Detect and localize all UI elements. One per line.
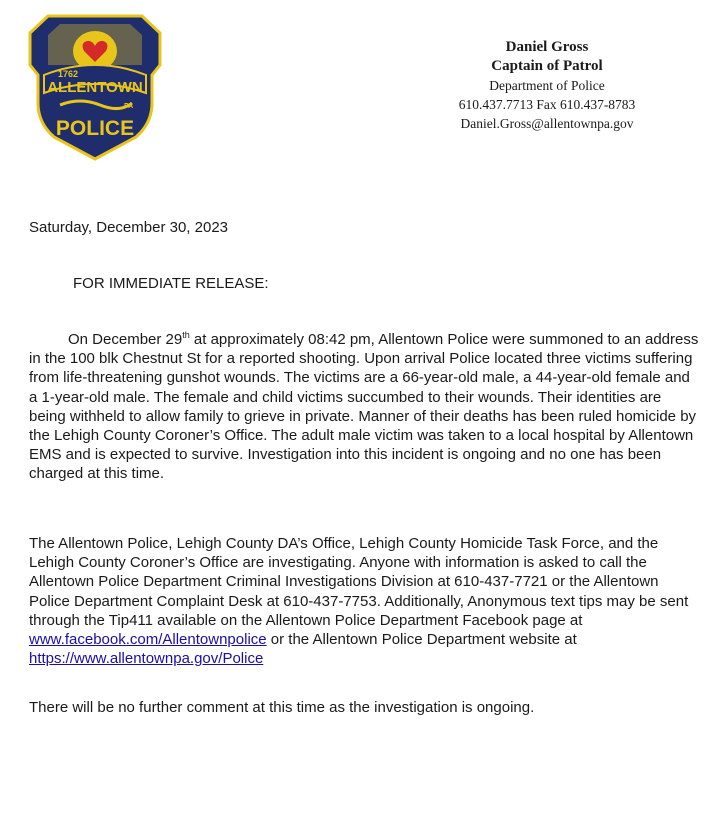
contact-name: Daniel Gross xyxy=(505,39,589,55)
investigation-text-1: The Allentown Police, Lehigh County DA’s Office, Lehigh County Homicide Task Force, and the Lehigh County Coroner’s Office are investigating. Anyone with information is asked to call the Allentown Police Department Criminal Investigations Division at 610-437-7721 or the Allentown Police Department Complaint Desk at 610-437-7753. Additionally, Anonymous text tips may be sent through the Tip411 available on the Allentown Police Department Facebook page at xyxy=(29,535,689,629)
contact-title: Captain of Patrol xyxy=(491,58,603,74)
logo-year: 1762 xyxy=(58,69,79,79)
investigation-paragraph xyxy=(29,534,699,668)
contact-block xyxy=(432,38,662,133)
incident-body: at approximately 08:42 pm, Allentown Police were summoned to an address in the 100 blk Chestnut St for a reported shooting. Upon arrival Police located three victims suffering from life-threatening gunshot wounds. The victims are a 66-year-old male, a 44-year-old female and a 1-year-old male. The female and child victims succumbed to their wounds. Their identities are being withheld to allow family to grieve in private. Manner of their deaths has been ruled homicide by the Lehigh County Coroner’s Office. The adult male victim was taken to a local hospital by Allentown EMS and is expected to survive. Investigation into this incident is ongoing and no one has been charged at this time. xyxy=(29,331,699,483)
logo-state: PA xyxy=(124,103,134,110)
contact-email: Daniel.Gross@allentownpa.gov xyxy=(460,116,634,131)
facebook-link[interactable]: www.facebook.com/Allentownpolice xyxy=(29,631,267,649)
release-heading: FOR IMMEDIATE RELEASE: xyxy=(73,275,269,292)
allentown-police-logo xyxy=(24,13,166,161)
contact-phones: 610.437.7713 Fax 610.437-8783 xyxy=(458,97,636,112)
incident-paragraph xyxy=(29,330,699,484)
investigation-text-2: or the Allentown Police Department website at xyxy=(266,631,577,649)
logo-city: ALLENTOWN xyxy=(47,79,143,96)
contact-department: Department of Police xyxy=(489,78,605,93)
closing-paragraph: There will be no further comment at this time as the investigation is ongoing. xyxy=(29,699,535,716)
logo-agency: POLICE xyxy=(55,117,135,140)
release-date: Saturday, December 30, 2023 xyxy=(29,219,229,236)
date-ordinal: th xyxy=(182,330,190,340)
incident-lead: On December 29 xyxy=(68,331,183,348)
website-link[interactable]: https://www.allentownpa.gov/Police xyxy=(29,650,264,668)
